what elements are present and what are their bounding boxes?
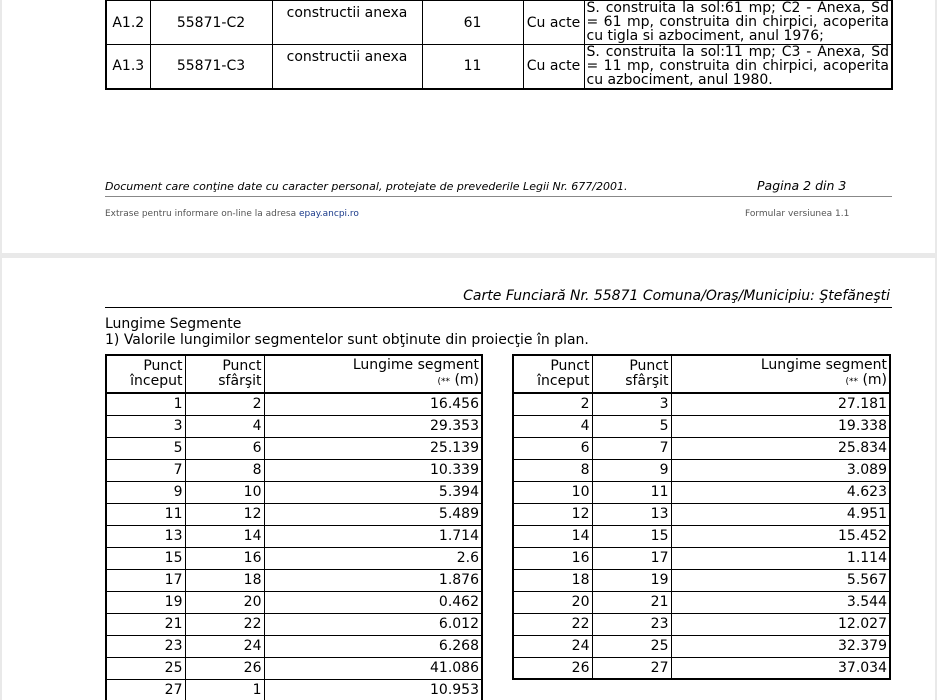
- end-point-cell: 4: [185, 415, 264, 437]
- end-point-cell: 22: [185, 613, 264, 635]
- end-point-cell: 19: [592, 569, 671, 591]
- table-row: [513, 613, 890, 635]
- end-point-cell: 26: [185, 657, 264, 679]
- segment-length-cell: 0.462: [264, 591, 482, 613]
- table-row: [106, 459, 482, 481]
- start-point-cell: 2: [513, 393, 592, 415]
- end-point-cell: 16: [185, 547, 264, 569]
- header-end: Punct sfârşit: [592, 355, 671, 393]
- start-point-cell: 6: [513, 437, 592, 459]
- end-point-cell: 27: [592, 657, 671, 679]
- end-point-cell: 11: [592, 481, 671, 503]
- end-point-cell: 9: [592, 459, 671, 481]
- end-point-cell: 15: [592, 525, 671, 547]
- end-point-cell: 2: [185, 393, 264, 415]
- start-point-cell: 25: [106, 657, 185, 679]
- segment-length-cell: 12.027: [671, 613, 890, 635]
- header-length: [671, 355, 890, 393]
- construction-id-cell: A1.2: [106, 1, 150, 45]
- segment-length-cell: 1.714: [264, 525, 482, 547]
- document-page-2: [2, 0, 935, 253]
- start-point-cell: 20: [513, 591, 592, 613]
- table-row: [513, 437, 890, 459]
- personal-data-notice: Document care conţine date cu caracter personal, protejate de prevederile Legii Nr. 677/2001.: [105, 180, 628, 193]
- section-note: 1) Valorile lungimilor segmentelor sunt obţinute din proiecţie în plan.: [105, 332, 589, 348]
- extras-text: Extrase pentru informare on-line la adresa: [105, 209, 297, 219]
- header-divider: [105, 307, 892, 308]
- table-row: [513, 591, 890, 613]
- segment-length-cell: 10.339: [264, 459, 482, 481]
- segment-length-cell: 1.114: [671, 547, 890, 569]
- table-row: [106, 613, 482, 635]
- section-title: Lungime Segmente: [105, 316, 242, 332]
- header-unit-prefix: (**: [437, 377, 450, 387]
- end-point-cell: 18: [185, 569, 264, 591]
- header-start: Punct început: [106, 355, 185, 393]
- start-point-cell: 16: [513, 547, 592, 569]
- start-point-cell: 18: [513, 569, 592, 591]
- segment-length-cell: 29.353: [264, 415, 482, 437]
- table-row: [106, 437, 482, 459]
- table-row: [106, 591, 482, 613]
- start-point-cell: 9: [106, 481, 185, 503]
- area-cell: 11: [422, 45, 523, 89]
- segment-length-cell: 41.086: [264, 657, 482, 679]
- area-cell: 61: [422, 1, 523, 45]
- segment-length-cell: 4.951: [671, 503, 890, 525]
- table-row: [106, 525, 482, 547]
- end-point-cell: 13: [592, 503, 671, 525]
- end-point-cell: 10: [185, 481, 264, 503]
- construction-id-cell: A1.3: [106, 45, 150, 89]
- end-point-cell: 25: [592, 635, 671, 657]
- table-row: [106, 635, 482, 657]
- start-point-cell: 15: [106, 547, 185, 569]
- segment-length-cell: 15.452: [671, 525, 890, 547]
- segment-length-cell: 27.181: [671, 393, 890, 415]
- segment-length-cell: 5.489: [264, 503, 482, 525]
- destination-cell: constructii anexa: [272, 1, 422, 45]
- end-point-cell: 3: [592, 393, 671, 415]
- table-row: [106, 569, 482, 591]
- start-point-cell: 26: [513, 657, 592, 679]
- end-point-cell: 23: [592, 613, 671, 635]
- table-row: [106, 679, 482, 700]
- segment-length-cell: 4.623: [671, 481, 890, 503]
- start-point-cell: 13: [106, 525, 185, 547]
- table-row: [106, 547, 482, 569]
- header-unit: (m): [454, 372, 479, 388]
- segments-table-right: [512, 354, 891, 680]
- start-point-cell: 5: [106, 437, 185, 459]
- table-row: [513, 481, 890, 503]
- end-point-cell: 12: [185, 503, 264, 525]
- observations-cell: S. construita la sol:11 mp; C3 - Anexa, Sd = 11 mp, construita din chirpici, acoperita cu azbociment, anul 1980.: [584, 45, 892, 89]
- segment-length-cell: 3.089: [671, 459, 890, 481]
- segment-length-cell: 32.379: [671, 635, 890, 657]
- start-point-cell: 7: [106, 459, 185, 481]
- table-row: [513, 415, 890, 437]
- segment-length-cell: 6.268: [264, 635, 482, 657]
- cadastral-number-cell: 55871-C3: [150, 45, 272, 89]
- start-point-cell: 11: [106, 503, 185, 525]
- start-point-cell: 14: [513, 525, 592, 547]
- start-point-cell: 19: [106, 591, 185, 613]
- footer-divider: [105, 196, 892, 197]
- table-row: [513, 635, 890, 657]
- document-page-3: [2, 258, 935, 700]
- form-version: Formular versiunea 1.1: [745, 209, 850, 219]
- end-point-cell: 7: [592, 437, 671, 459]
- segment-length-cell: 25.834: [671, 437, 890, 459]
- segment-length-cell: 37.034: [671, 657, 890, 679]
- start-point-cell: 4: [513, 415, 592, 437]
- start-point-cell: 10: [513, 481, 592, 503]
- table-row: [106, 657, 482, 679]
- table-row: [513, 547, 890, 569]
- start-point-cell: 23: [106, 635, 185, 657]
- end-point-cell: 5: [592, 415, 671, 437]
- start-point-cell: 8: [513, 459, 592, 481]
- end-point-cell: 24: [185, 635, 264, 657]
- cf-header: Carte Funciară Nr. 55871 Comuna/Oraş/Municipiu: Ştefăneşti: [463, 288, 890, 304]
- segment-length-cell: 5.394: [264, 481, 482, 503]
- start-point-cell: 1: [106, 393, 185, 415]
- segment-length-cell: 2.6: [264, 547, 482, 569]
- destination-cell: constructii anexa: [272, 45, 422, 89]
- segment-length-cell: 16.456: [264, 393, 482, 415]
- cadastral-number-cell: 55871-C2: [150, 1, 272, 45]
- table-row: [513, 459, 890, 481]
- segment-length-cell: 6.012: [264, 613, 482, 635]
- construction-row: [106, 45, 892, 89]
- end-point-cell: 6: [185, 437, 264, 459]
- end-point-cell: 14: [185, 525, 264, 547]
- start-point-cell: 21: [106, 613, 185, 635]
- end-point-cell: 20: [185, 591, 264, 613]
- constructions-table: [105, 0, 893, 90]
- segment-length-cell: 3.544: [671, 591, 890, 613]
- table-row: [513, 569, 890, 591]
- start-point-cell: 24: [513, 635, 592, 657]
- extras-info: [105, 209, 359, 219]
- header-unit: (m): [862, 372, 887, 388]
- documents-status-cell: Cu acte: [523, 1, 584, 45]
- end-point-cell: 8: [185, 459, 264, 481]
- table-row: [513, 393, 890, 415]
- documents-status-cell: Cu acte: [523, 45, 584, 89]
- start-point-cell: 27: [106, 679, 185, 700]
- header-length-label: Lungime segment: [352, 357, 479, 373]
- table-row: [106, 481, 482, 503]
- header-length: [264, 355, 482, 393]
- start-point-cell: 22: [513, 613, 592, 635]
- start-point-cell: 3: [106, 415, 185, 437]
- table-row: [106, 503, 482, 525]
- table-row: [106, 393, 482, 415]
- end-point-cell: 17: [592, 547, 671, 569]
- segment-length-cell: 25.139: [264, 437, 482, 459]
- segment-length-cell: 10.953: [264, 679, 482, 700]
- start-point-cell: 12: [513, 503, 592, 525]
- page-number: Pagina 2 din 3: [757, 178, 847, 193]
- construction-row: [106, 1, 892, 45]
- segment-length-cell: 19.338: [671, 415, 890, 437]
- table-row: [106, 415, 482, 437]
- end-point-cell: 1: [185, 679, 264, 700]
- header-unit-prefix: (**: [845, 377, 858, 387]
- table-row: [513, 525, 890, 547]
- segment-length-cell: 5.567: [671, 569, 890, 591]
- observations-cell: S. construita la sol:61 mp; C2 - Anexa, Sd = 61 mp, construita din chirpici, acoperita cu tigla si azbociment, anul 1976;: [584, 1, 892, 45]
- header-end: Punct sfârşit: [185, 355, 264, 393]
- header-length-label: Lungime segment: [760, 357, 887, 373]
- start-point-cell: 17: [106, 569, 185, 591]
- epay-link[interactable]: epay.ancpi.ro: [298, 209, 359, 219]
- segments-table-left: [105, 354, 483, 700]
- segment-length-cell: 1.876: [264, 569, 482, 591]
- header-start: Punct început: [513, 355, 592, 393]
- table-row: [513, 657, 890, 679]
- end-point-cell: 21: [592, 591, 671, 613]
- table-row: [513, 503, 890, 525]
